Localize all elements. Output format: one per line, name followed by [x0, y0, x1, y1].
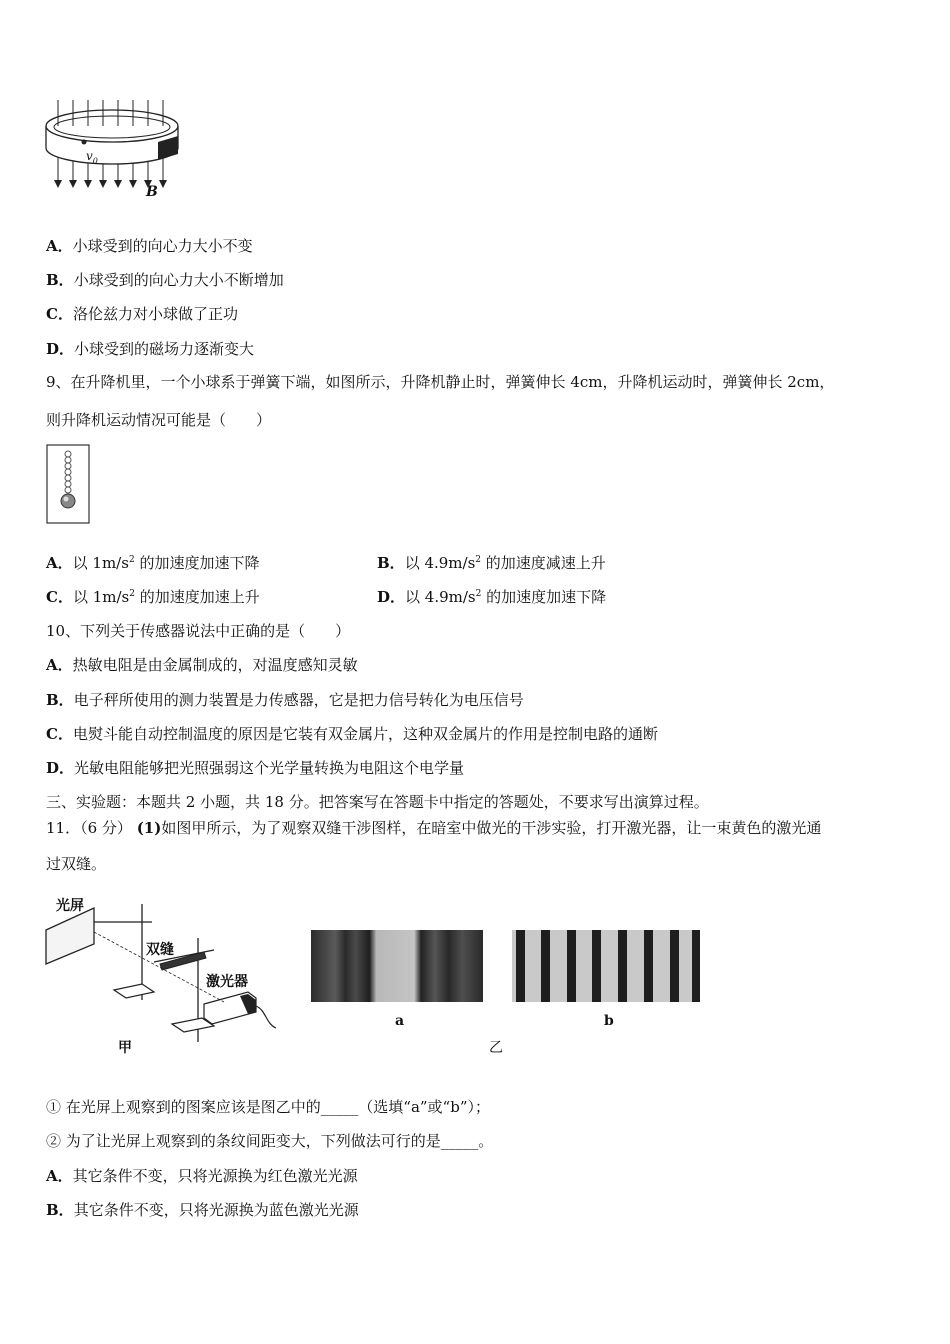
q8-option-d: D．小球受到的磁场力逐渐变大: [46, 340, 255, 358]
q11-stem-line1: 11．（6 分） (1)如图甲所示，为了观察双缝干涉图样，在暗室中做光的干涉实验，打开激光器，让一束黄色的激光通: [46, 819, 822, 837]
q9-stem-line1: 9、在升降机里，一个小球系于弹簧下端，如图所示，升降机静止时，弹簧伸长 4cm，升降机运动时，弹簧伸长 2cm，: [46, 373, 835, 391]
q10-option-a: A．热敏电阻是由金属制成的，对温度感知灵敏: [46, 656, 358, 674]
ring-magnetic-field-figure: [40, 96, 190, 202]
pattern-a-label: a: [395, 1013, 405, 1029]
section3-heading: 三、实验题：本题共 2 小题，共 18 分。把答案写在答题卡中指定的答题处，不要求写出演算过程。: [46, 793, 709, 811]
q10-stem: 10、下列关于传感器说法中正确的是（ ）: [46, 622, 351, 640]
q10-option-b: B．电子秤所使用的测力装置是力传感器，它是把力信号转化为电压信号: [46, 691, 524, 709]
q9-option-c: C．以 $1m/s^2$ 的加速度加速上升: [46, 588, 260, 606]
q8-option-a: A．小球受到的向心力大小不变: [46, 237, 253, 255]
elevator-spring-figure: [46, 444, 92, 526]
q11-sub1: ① 在光屏上观察到的图案应该是图乙中的_____（选填“a”或“b”）；: [46, 1098, 490, 1116]
q10-option-d: D．光敏电阻能够把光照强弱这个光学量转换为电阻这个电学量: [46, 759, 465, 777]
b-field-label: B: [146, 184, 158, 200]
figure-jia-label: 甲: [118, 1040, 132, 1056]
pattern-b-label: b: [604, 1013, 614, 1029]
q11-option-b: B．其它条件不变，只将光源换为蓝色激光光源: [46, 1201, 359, 1219]
q11-option-a: A．其它条件不变，只将光源换为红色激光光源: [46, 1167, 358, 1185]
double-slit-apparatus-figure: [44, 892, 280, 1042]
q9-stem-line2: 则升降机运动情况可能是（ ）: [46, 411, 272, 429]
figure-yi-label: 乙: [489, 1040, 503, 1056]
q11-stem-line2: 过双缝。: [46, 855, 107, 873]
v0-label: $v_0$: [86, 149, 98, 166]
double-slit-label: 双缝: [146, 942, 174, 958]
q9-option-a: A．以 $1m/s^2$ 的加速度加速下降: [46, 554, 260, 572]
pattern-b-figure: [512, 930, 700, 1002]
light-screen-label: 光屏: [56, 898, 84, 914]
q8-option-b: B．小球受到的向心力大小不断增加: [46, 271, 284, 289]
q9-option-d: D．以 $4.9m/s^2$ 的加速度加速下降: [377, 588, 607, 606]
q9-option-b: B．以 $4.9m/s^2$ 的加速度减速上升: [377, 554, 606, 572]
q11-sub2: ② 为了让光屏上观察到的条纹间距变大，下列做法可行的是_____。: [46, 1132, 494, 1150]
laser-label: 激光器: [206, 974, 248, 990]
pattern-a-figure: [311, 930, 483, 1002]
q10-option-c: C．电熨斗能自动控制温度的原因是它装有双金属片，这种双金属片的作用是控制电路的通断: [46, 725, 658, 743]
q8-option-c: C．洛伦兹力对小球做了正功: [46, 305, 238, 323]
